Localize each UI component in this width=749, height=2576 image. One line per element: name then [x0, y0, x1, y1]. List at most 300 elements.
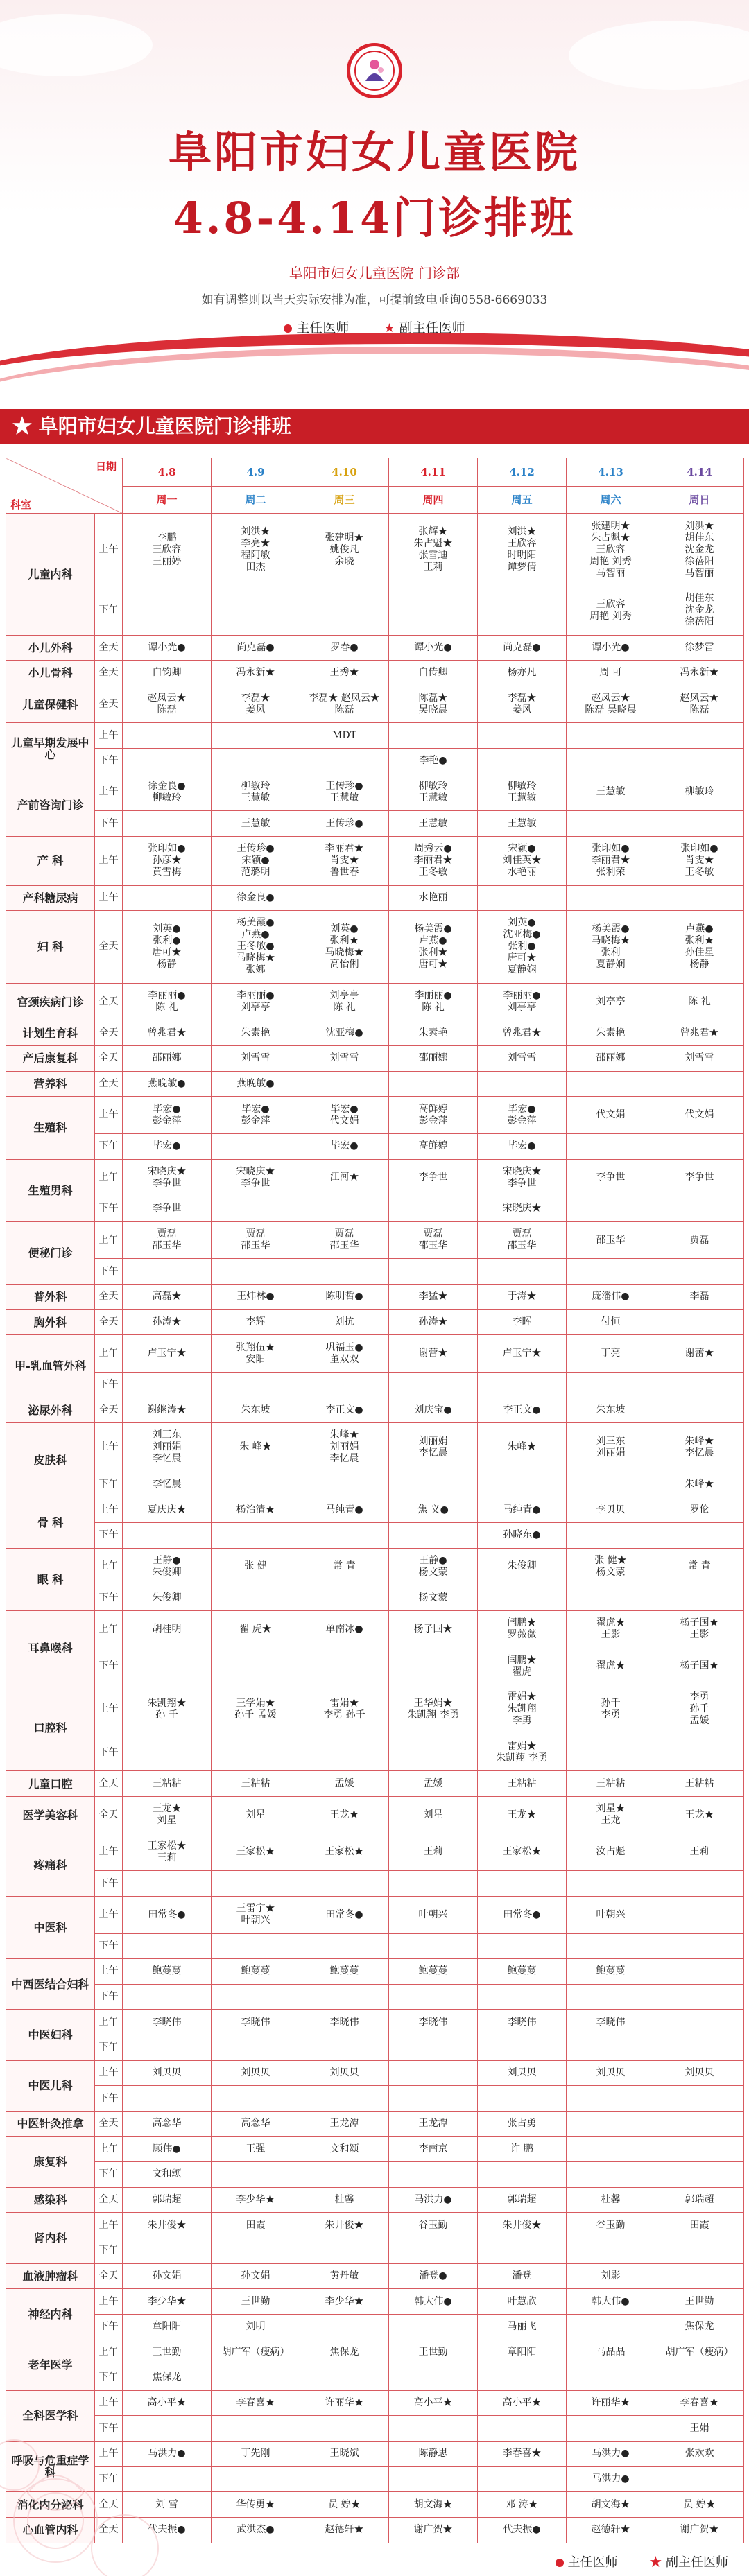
chief-dot-icon	[556, 2559, 564, 2567]
schedule-cell: 毕宏●	[123, 1133, 212, 1159]
schedule-cell: 谭小光●	[567, 635, 655, 661]
footer-chief-label: 主任医师	[567, 2555, 618, 2570]
schedule-cell	[655, 2238, 744, 2264]
header-row	[6, 458, 744, 487]
schedule-cell: 朱峰★	[478, 1423, 567, 1472]
schedule-cell: 顾伟●	[123, 2136, 212, 2162]
logo-emblem-icon	[353, 49, 396, 92]
schedule-cell: 燕晚敏●	[212, 1071, 300, 1097]
period-label: 全天	[95, 1046, 123, 1072]
schedule-cell: 邵丽娜	[389, 1046, 478, 1072]
schedule-cell: 曾兆君★	[123, 1020, 212, 1046]
table-row	[6, 1523, 744, 1549]
schedule-cell: 王慧敏	[389, 811, 478, 837]
table-row	[6, 1472, 744, 1497]
schedule-cell: 柳敏玲	[655, 774, 744, 811]
schedule-cell	[655, 811, 744, 837]
schedule-cell: 郭瑞超	[123, 2187, 212, 2213]
period-label: 全天	[95, 2111, 123, 2136]
table-row	[6, 885, 744, 911]
schedule-cell	[300, 885, 389, 911]
schedule-cell: 李春喜★	[655, 2390, 744, 2416]
schedule-cell: 胡广军（瘦病）	[655, 2340, 744, 2365]
period-label: 下午	[95, 2314, 123, 2340]
day-header-date: 4.12	[478, 458, 567, 487]
schedule-cell	[123, 2466, 212, 2492]
schedule-cell: 柳敏玲 王慧敏	[478, 774, 567, 811]
schedule-cell	[567, 1372, 655, 1398]
schedule-cell: 毕宏●	[300, 1133, 389, 1159]
schedule-cell: 刘明	[212, 2314, 300, 2340]
period-label: 全天	[95, 1309, 123, 1335]
department-name: 儿童早期发展中心	[6, 723, 95, 774]
schedule-cell: 刘庆宝●	[389, 1398, 478, 1423]
table-row	[6, 635, 744, 661]
schedule-cell	[478, 749, 567, 774]
department-name: 中医妇科	[6, 2010, 95, 2060]
schedule-cell: 叶朝兴	[389, 1896, 478, 1933]
period-label: 上午	[95, 2390, 123, 2416]
period-label: 上午	[95, 2010, 123, 2035]
schedule-cell: 孟媛	[389, 1771, 478, 1797]
table-row	[6, 2187, 744, 2213]
schedule-cell: 朱素艳	[212, 1020, 300, 1046]
period-label: 全天	[95, 661, 123, 686]
day-header-weekday: 周三	[300, 486, 389, 514]
table-row	[6, 1585, 744, 1611]
schedule-cell: 代夫振●	[478, 2517, 567, 2543]
schedule-cell: 谢蕾★	[389, 1335, 478, 1373]
legend	[0, 317, 749, 336]
schedule-cell: 陈静思	[389, 2442, 478, 2467]
hospital-logo	[347, 43, 402, 98]
schedule-cell	[389, 1071, 478, 1097]
schedule-cell: 卢燕● 张利★ 孙佳星 杨静	[655, 911, 744, 984]
table-row	[6, 2086, 744, 2112]
table-row	[6, 2136, 744, 2162]
table-row	[6, 1046, 744, 1072]
schedule-cell: 张 健	[212, 1548, 300, 1585]
schedule-cell: 宋晓庆★ 李争世	[123, 1159, 212, 1196]
schedule-cell: 庞潘伟●	[567, 1285, 655, 1310]
schedule-cell: 胡佳东 沈金龙 徐蓓阳	[655, 586, 744, 635]
schedule-cell	[300, 1648, 389, 1685]
schedule-cell: 焦保龙	[123, 2365, 212, 2391]
schedule-cell	[478, 1071, 567, 1097]
schedule-cell: 李磊★ 姜风	[212, 686, 300, 723]
schedule-cell	[123, 2416, 212, 2442]
schedule-cell	[300, 2416, 389, 2442]
schedule-cell: 常 青	[300, 1548, 389, 1585]
schedule-cell: 焦保龙	[655, 2314, 744, 2340]
schedule-cell	[478, 2238, 567, 2264]
schedule-cell	[300, 1071, 389, 1097]
schedule-cell	[300, 1585, 389, 1611]
schedule-cell: 张建明★ 朱占魁★ 王欣容 周艳 刘秀 马智丽	[567, 514, 655, 586]
table-row	[6, 1648, 744, 1685]
schedule-cell: 高念华	[212, 2111, 300, 2136]
schedule-cell: 朱俊卿	[478, 1548, 567, 1585]
schedule-cell	[478, 1984, 567, 2010]
schedule-cell: 夏庆庆★	[123, 1497, 212, 1523]
department-name: 生殖科	[6, 1097, 95, 1159]
schedule-cell: 曾兆君★	[655, 1020, 744, 1046]
schedule-cell: 王世勤	[123, 2340, 212, 2365]
day-header-date: 4.10	[300, 458, 389, 487]
table-row	[6, 1959, 744, 1985]
schedule-cell: 翟虎★ 王影	[567, 1610, 655, 1648]
schedule-cell: 贾磊 邵玉华	[212, 1221, 300, 1259]
table-row	[6, 1020, 744, 1046]
schedule-cell: 许丽华★	[300, 2390, 389, 2416]
schedule-cell: 朱俊卿	[123, 1585, 212, 1611]
schedule-cell	[655, 1196, 744, 1222]
schedule-cell	[212, 723, 300, 749]
schedule-cell: 杨美霞● 马晓梅★ 张利 夏静娴	[567, 911, 655, 984]
period-label: 全天	[95, 686, 123, 723]
schedule-cell: 许 鹏	[478, 2136, 567, 2162]
schedule-cell	[123, 1933, 212, 1959]
schedule-cell	[478, 586, 567, 635]
schedule-cell	[478, 2416, 567, 2442]
schedule-cell	[655, 1523, 744, 1549]
schedule-cell: 田常冬●	[300, 1896, 389, 1933]
schedule-cell: 王传珍●	[300, 811, 389, 837]
table-row	[6, 911, 744, 984]
table-row	[6, 2238, 744, 2264]
schedule-cell: 朱 峰★	[212, 1423, 300, 1472]
department-name: 小儿骨科	[6, 661, 95, 686]
schedule-cell	[212, 1984, 300, 2010]
schedule-cell: 杨美霞● 卢燕● 王冬敏● 马晓梅★ 张娜	[212, 911, 300, 984]
schedule-cell	[655, 2086, 744, 2112]
schedule-cell: 柳敏玲 王慧敏	[389, 774, 478, 811]
schedule-cell: 王粘粘	[478, 1771, 567, 1797]
schedule-cell: 卢玉宁★	[478, 1335, 567, 1373]
schedule-cell: 朱井俊★	[478, 2213, 567, 2238]
table-row	[6, 1548, 744, 1585]
schedule-cell	[389, 1734, 478, 1771]
schedule-cell: 杜馨	[567, 2187, 655, 2213]
schedule-cell	[123, 723, 212, 749]
schedule-cell	[123, 811, 212, 837]
table-row	[6, 2314, 744, 2340]
hospital-title: 阜阳市妇女儿童医院	[168, 127, 580, 177]
schedule-cell	[123, 586, 212, 635]
schedule-cell: 张翔伍★ 安阳	[212, 1335, 300, 1373]
schedule-cell: 李晓伟	[300, 2010, 389, 2035]
table-row	[6, 2111, 744, 2136]
schedule-cell: 张 健★ 杨文蒙	[567, 1548, 655, 1585]
schedule-cell: 王娟	[655, 2416, 744, 2442]
schedule-cell: 邵丽娜	[567, 1046, 655, 1072]
schedule-cell: 李南京	[389, 2136, 478, 2162]
schedule-cell: 尚克磊●	[212, 635, 300, 661]
schedule-cell: 孙涛★	[123, 1309, 212, 1335]
schedule-cell: 邵玉华	[567, 1221, 655, 1259]
department-name: 骨 科	[6, 1497, 95, 1548]
schedule-cell: 李晖	[478, 1309, 567, 1335]
table-row	[6, 1071, 744, 1097]
table-row	[6, 1423, 744, 1472]
schedule-cell: 李争世	[123, 1196, 212, 1222]
legend-vice-label: 副主任医师	[399, 320, 465, 336]
schedule-cell	[212, 1933, 300, 1959]
schedule-cell	[655, 2035, 744, 2061]
schedule-cell: 刘三东 刘丽娟	[567, 1423, 655, 1472]
schedule-cell	[300, 749, 389, 774]
schedule-cell: 田霞	[655, 2213, 744, 2238]
notice-text: 如有调整则以当天实际安排为准，可提前致电垂询0558-6669033	[201, 293, 548, 307]
schedule-cell: 李艳●	[389, 749, 478, 774]
schedule-table-body	[6, 458, 744, 2543]
period-label: 下午	[95, 1259, 123, 1285]
schedule-cell: 韩大伟●	[389, 2289, 478, 2315]
schedule-cell: 刘亭亭	[567, 983, 655, 1020]
period-label: 上午	[95, 1497, 123, 1523]
table-row	[6, 2213, 744, 2238]
schedule-cell: 李丽君★ 肖雯★ 鲁世春	[300, 836, 389, 885]
schedule-cell: 陈明哲●	[300, 1285, 389, 1310]
schedule-cell	[123, 1648, 212, 1685]
schedule-cell	[123, 1523, 212, 1549]
table-row	[6, 811, 744, 837]
schedule-cell	[212, 2416, 300, 2442]
schedule-cell: 徐金良● 柳敏玲	[123, 774, 212, 811]
table-row	[6, 723, 744, 749]
schedule-cell	[123, 2035, 212, 2061]
period-label: 上午	[95, 2213, 123, 2238]
schedule-cell: 曾兆君★	[478, 1020, 567, 1046]
table-row	[6, 1097, 744, 1134]
department-name: 儿童口腔	[6, 1771, 95, 1797]
schedule-cell	[212, 1734, 300, 1771]
schedule-cell: 高鲜婷 彭金萍	[389, 1097, 478, 1134]
period-label: 上午	[95, 836, 123, 885]
schedule-cell: 杨亦凡	[478, 661, 567, 686]
schedule-cell: 毕宏● 彭金萍	[478, 1097, 567, 1134]
schedule-cell	[567, 1984, 655, 2010]
department-name: 全科医学科	[6, 2390, 95, 2441]
period-label: 下午	[95, 1585, 123, 1611]
schedule-cell	[389, 2035, 478, 2061]
schedule-cell: 邵丽娜	[123, 1046, 212, 1072]
schedule-cell: 徐金良●	[212, 885, 300, 911]
schedule-cell	[389, 1648, 478, 1685]
schedule-cell	[567, 1734, 655, 1771]
schedule-cell	[655, 1871, 744, 1897]
department-name: 小儿外科	[6, 635, 95, 661]
schedule-cell: 冯永新★	[212, 661, 300, 686]
schedule-cell: 胡桂明	[123, 1610, 212, 1648]
table-row	[6, 1610, 744, 1648]
schedule-cell: 刘英● 沈亚梅● 张利● 唐可★ 夏静娴	[478, 911, 567, 984]
schedule-cell: 王炜林●	[212, 1285, 300, 1310]
schedule-cell: 华传勇★	[212, 2492, 300, 2518]
period-label: 上午	[95, 2442, 123, 2467]
schedule-cell	[389, 2365, 478, 2391]
department-name: 妇 科	[6, 911, 95, 984]
schedule-cell: 文和颂	[123, 2162, 212, 2188]
schedule-cell	[567, 1472, 655, 1497]
schedule-cell: 杨美霞● 卢燕● 张利★ 唐可★	[389, 911, 478, 984]
schedule-cell	[478, 1259, 567, 1285]
period-label: 全天	[95, 911, 123, 984]
day-header-weekday: 周一	[123, 486, 212, 514]
schedule-cell: 王龙潭	[389, 2111, 478, 2136]
table-row	[6, 2365, 744, 2391]
table-row	[6, 1335, 744, 1373]
day-header-date: 4.8	[123, 458, 212, 487]
schedule-cell: 叶朝兴	[567, 1896, 655, 1933]
schedule-cell: 刘贝贝	[212, 2060, 300, 2086]
schedule-cell: 孙文娟	[212, 2263, 300, 2289]
schedule-cell	[300, 2466, 389, 2492]
period-label: 下午	[95, 2035, 123, 2061]
schedule-cell	[212, 1133, 300, 1159]
schedule-cell	[212, 1472, 300, 1497]
schedule-cell	[389, 2060, 478, 2086]
period-label: 上午	[95, 1548, 123, 1585]
schedule-cell	[300, 1933, 389, 1959]
schedule-cell: 杨治清★	[212, 1497, 300, 1523]
schedule-cell: 白传卿	[389, 661, 478, 686]
schedule-cell: 田常冬●	[123, 1896, 212, 1933]
schedule-cell	[389, 1196, 478, 1222]
schedule-cell: 毕宏● 彭金萍	[212, 1097, 300, 1134]
schedule-cell: 王传珍● 王慧敏	[300, 774, 389, 811]
table-row	[6, 1259, 744, 1285]
schedule-cell	[300, 2238, 389, 2264]
table-row	[6, 1834, 744, 1871]
period-label: 全天	[95, 1020, 123, 1046]
schedule-cell: 马纯青●	[478, 1497, 567, 1523]
period-label: 上午	[95, 1685, 123, 1734]
period-label: 上午	[95, 1834, 123, 1871]
schedule-cell: 朱井俊★	[300, 2213, 389, 2238]
schedule-cell: 李少华★	[212, 2187, 300, 2213]
period-label: 下午	[95, 1372, 123, 1398]
department-name: 儿童保健科	[6, 686, 95, 723]
header-corner	[6, 458, 123, 514]
department-name: 口腔科	[6, 1685, 95, 1771]
schedule-cell: 谷玉勤	[389, 2213, 478, 2238]
schedule-cell: 刘 雪	[123, 2492, 212, 2518]
schedule-cell: 马洪力●	[567, 2466, 655, 2492]
schedule-cell: 冯永新★	[655, 661, 744, 686]
schedule-cell: 白钧卿	[123, 661, 212, 686]
schedule-cell	[389, 2238, 478, 2264]
schedule-cell: 王慧敏	[212, 811, 300, 837]
schedule-cell	[212, 1259, 300, 1285]
schedule-cell: 江河★	[300, 1159, 389, 1196]
department-name: 泌尿外科	[6, 1398, 95, 1423]
day-header-weekday: 周二	[212, 486, 300, 514]
schedule-cell: 孟媛	[300, 1771, 389, 1797]
schedule-cell: 李晓伟	[389, 2010, 478, 2035]
department-name: 血液肿瘤科	[6, 2263, 95, 2289]
schedule-cell: 王世勤	[212, 2289, 300, 2315]
schedule-cell	[300, 2314, 389, 2340]
table-row	[6, 2416, 744, 2442]
schedule-cell	[300, 2086, 389, 2112]
schedule-cell: 王世勤	[655, 2289, 744, 2315]
schedule-cell	[389, 1372, 478, 1398]
schedule-cell	[655, 2010, 744, 2035]
schedule-cell: 谷玉勤	[567, 2213, 655, 2238]
schedule-cell: 周 可	[567, 661, 655, 686]
schedule-cell: 宋晓庆★	[478, 1196, 567, 1222]
schedule-cell: 闫鹏★ 罗薇薇	[478, 1610, 567, 1648]
schedule-cell: 王龙★	[655, 1797, 744, 1834]
schedule-cell: 鲍蔓蔓	[567, 1959, 655, 1985]
schedule-cell: 赵凤云★ 陈磊 吴晓晨	[567, 686, 655, 723]
schedule-cell	[655, 1259, 744, 1285]
schedule-cell	[300, 2162, 389, 2188]
department-name: 计划生育科	[6, 1020, 95, 1046]
schedule-cell	[389, 1472, 478, 1497]
schedule-cell	[212, 1585, 300, 1611]
period-label: 下午	[95, 749, 123, 774]
chief-dot-icon	[284, 324, 292, 333]
period-label: 下午	[95, 1648, 123, 1685]
schedule-cell	[389, 2416, 478, 2442]
schedule-cell: 孙千 李勇	[567, 1685, 655, 1734]
period-label: 上午	[95, 514, 123, 586]
schedule-cell: 鲍蔓蔓	[123, 1959, 212, 1985]
department-name: 肾内科	[6, 2213, 95, 2263]
table-row	[6, 2263, 744, 2289]
period-label: 下午	[95, 1734, 123, 1771]
schedule-cell	[567, 723, 655, 749]
schedule-cell: 高磊★	[123, 1285, 212, 1310]
period-label: 上午	[95, 1896, 123, 1933]
department-name: 老年医学	[6, 2340, 95, 2390]
schedule-cell	[478, 2086, 567, 2112]
schedule-cell: 马晶晶	[567, 2340, 655, 2365]
schedule-cell: 刘星	[212, 1797, 300, 1834]
schedule-cell	[567, 1259, 655, 1285]
department-name: 心血管内科	[6, 2517, 95, 2543]
schedule-cell	[478, 885, 567, 911]
schedule-cell: 马纯青●	[300, 1497, 389, 1523]
schedule-cell	[655, 2365, 744, 2391]
schedule-cell: 李磊★ 赵凤云★ 陈磊	[300, 686, 389, 723]
schedule-cell: 鲍蔓蔓	[389, 1959, 478, 1985]
schedule-cell: 李正文●	[300, 1398, 389, 1423]
schedule-cell: 刘洪★ 李亮★ 程阿敏 田杰	[212, 514, 300, 586]
schedule-cell: 孙晓东●	[478, 1523, 567, 1549]
schedule-cell: 王晓斌	[300, 2442, 389, 2467]
table-row	[6, 1933, 744, 1959]
schedule-cell: 黄丹敏	[300, 2263, 389, 2289]
schedule-cell: 王龙★	[478, 1797, 567, 1834]
schedule-cell	[567, 2086, 655, 2112]
schedule-cell	[212, 2238, 300, 2264]
department-subtitle: 阜阳市妇女儿童医院 门诊部	[289, 265, 460, 281]
period-label: 上午	[95, 723, 123, 749]
vice-star-icon: ★	[649, 2555, 662, 2570]
schedule-cell	[389, 2086, 478, 2112]
table-row	[6, 774, 744, 811]
schedule-cell	[567, 2111, 655, 2136]
schedule-cell	[300, 1472, 389, 1497]
schedule-cell: 焦 义●	[389, 1497, 478, 1523]
footer-legend	[0, 2550, 749, 2576]
schedule-cell: 章阳阳	[123, 2314, 212, 2340]
schedule-cell: 朱东坡	[567, 1398, 655, 1423]
table-row	[6, 1797, 744, 1834]
